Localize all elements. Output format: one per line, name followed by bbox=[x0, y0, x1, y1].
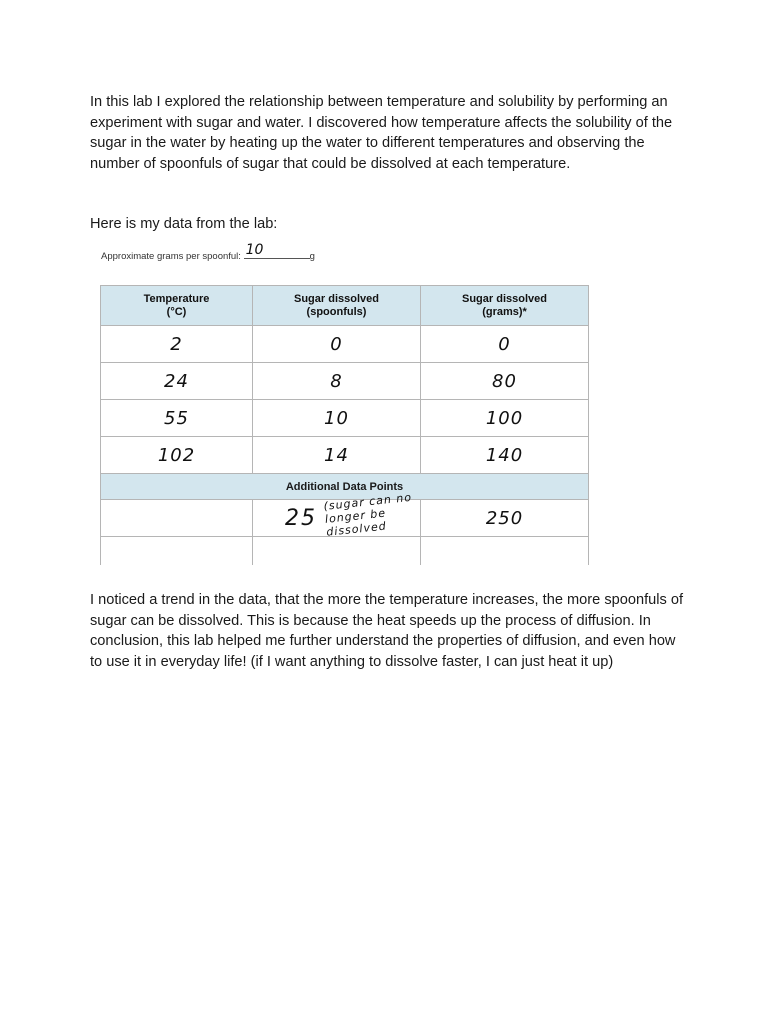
header-grams-line2: (grams)* bbox=[482, 305, 527, 318]
spoonful-value: 10 bbox=[245, 242, 264, 258]
cell-grams: 0 bbox=[421, 326, 589, 363]
cell-spoonfuls bbox=[253, 537, 421, 566]
cell-temperature: 2 bbox=[101, 326, 253, 363]
cell-spoonfuls: 10 bbox=[253, 400, 421, 437]
spoonful-unit: g bbox=[309, 251, 315, 262]
header-temperature-line1: Temperature bbox=[143, 292, 210, 305]
table-row bbox=[101, 326, 589, 363]
cell-grams: 80 bbox=[421, 363, 589, 400]
cell-temperature bbox=[101, 500, 253, 537]
lab-data-table bbox=[100, 285, 589, 565]
table-row bbox=[101, 437, 589, 474]
data-heading: Here is my data from the lab: bbox=[90, 216, 278, 232]
spoonful-blank bbox=[244, 242, 310, 259]
table-row bbox=[101, 537, 589, 566]
conclusion-paragraph: I noticed a trend in the data, that the more the temperature increases, the more spoonfuls of sugar can be dissolved. This is because the heat speeds up the process of diffusion. In conclusion, this lab helped me further understand the properties of diffusion, and even how to use it in everyday life! (if I want anything to dissolve faster, I can just heat it up) bbox=[90, 592, 684, 670]
spoonful-label: Approximate grams per spoonful: bbox=[101, 251, 241, 262]
additional-header-row bbox=[101, 474, 589, 500]
cell-temperature bbox=[101, 537, 253, 566]
cell-temperature: 102 bbox=[101, 437, 253, 474]
additional-spoonfuls-note: (sugar can no longer be dissolved bbox=[323, 490, 413, 539]
table-row bbox=[101, 363, 589, 400]
additional-data-label: Additional Data Points bbox=[101, 474, 589, 500]
cell-temperature: 55 bbox=[101, 400, 253, 437]
header-temperature-line2: (°C) bbox=[166, 305, 187, 318]
cell-grams: 250 bbox=[421, 500, 589, 537]
table-row bbox=[101, 500, 589, 537]
cell-temperature: 24 bbox=[101, 363, 253, 400]
header-spoonfuls-line2: (spoonfuls) bbox=[306, 305, 367, 318]
spoonful-line bbox=[101, 242, 315, 262]
cell-spoonfuls: 0 bbox=[253, 326, 421, 363]
cell-grams: 140 bbox=[421, 437, 589, 474]
cell-grams bbox=[421, 537, 589, 566]
intro-paragraph: In this lab I explored the relationship between temperature and solubility by performing an experiment with sugar and water. I discovered how temperature affects the solubility of the sugar in the water by heating up the water to different temperatures and observing the number of spoonfuls of sugar that could be dissolved at each temperature. bbox=[90, 94, 673, 172]
table-header-row bbox=[101, 286, 589, 326]
cell-grams: 100 bbox=[421, 400, 589, 437]
table-row bbox=[101, 400, 589, 437]
header-temperature bbox=[101, 286, 253, 326]
header-spoonfuls bbox=[253, 286, 421, 326]
additional-spoonfuls-value: 25 bbox=[285, 506, 317, 531]
header-grams bbox=[421, 286, 589, 326]
cell-spoonfuls: 8 bbox=[253, 363, 421, 400]
cell-spoonfuls: 14 bbox=[253, 437, 421, 474]
cell-spoonfuls bbox=[253, 490, 421, 539]
header-spoonfuls-line1: Sugar dissolved bbox=[294, 292, 379, 305]
header-grams-line1: Sugar dissolved bbox=[462, 292, 547, 305]
